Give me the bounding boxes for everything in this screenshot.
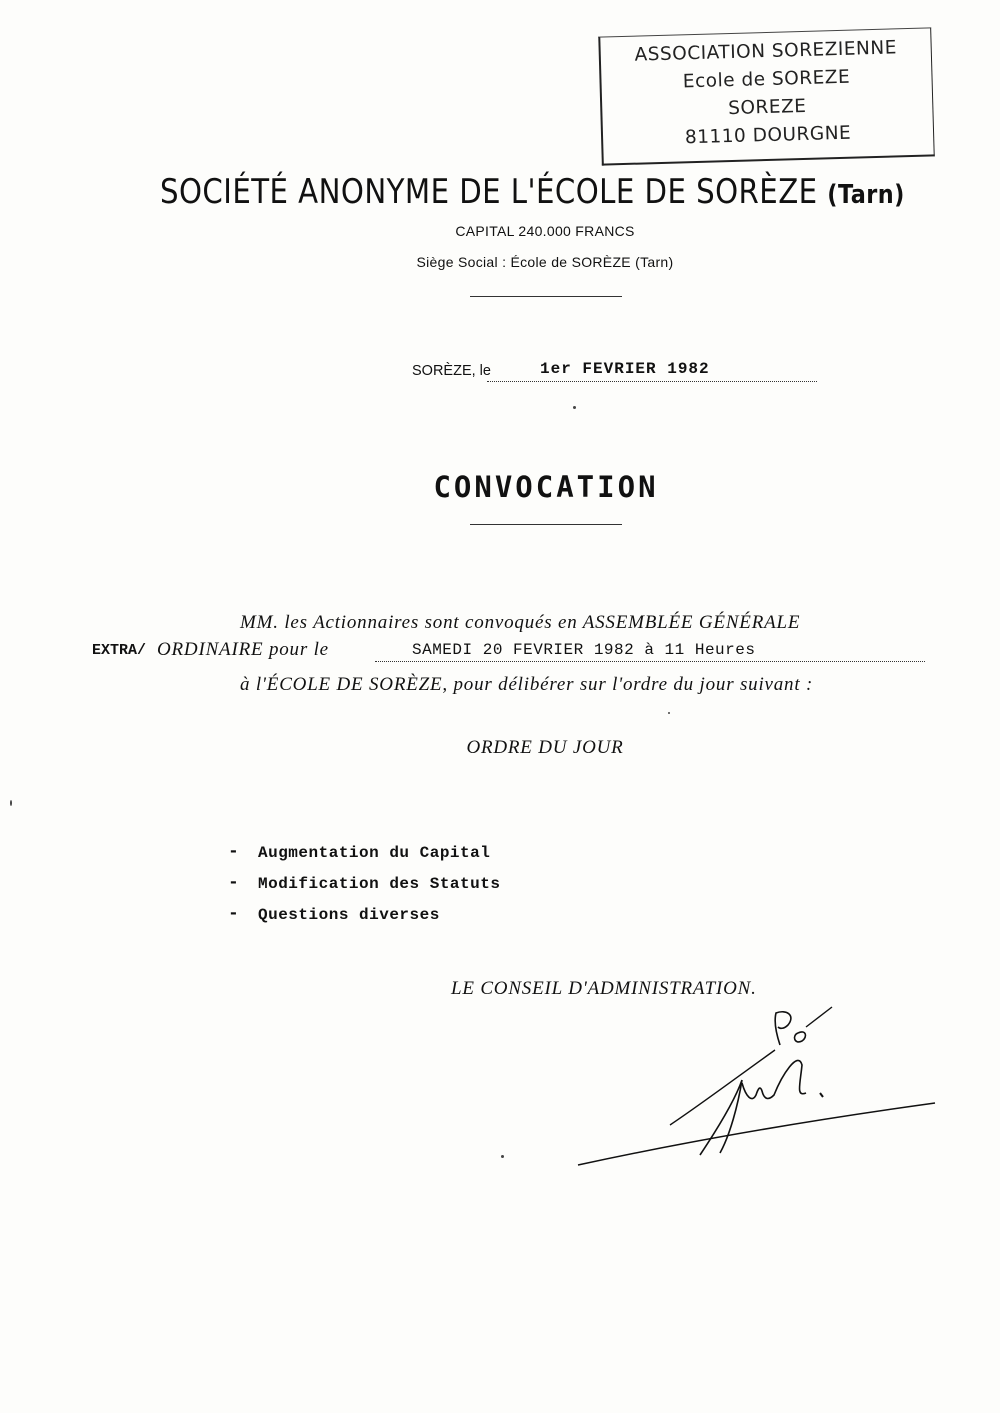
header-divider bbox=[470, 296, 622, 297]
meeting-date: SAMEDI 20 FEVRIER 1982 à 11 Heures bbox=[412, 641, 756, 659]
association-stamp bbox=[598, 27, 934, 165]
date-label: SORÈZE, le bbox=[412, 363, 491, 379]
scan-speck bbox=[573, 406, 576, 409]
extra-prefix: EXTRA/ bbox=[92, 642, 147, 659]
date-dotted-line bbox=[487, 381, 817, 382]
scan-speck bbox=[668, 712, 670, 714]
date-value: 1er FEVRIER 1982 bbox=[540, 360, 710, 378]
agenda-bullet-2: - bbox=[228, 873, 239, 893]
closing-signatory: LE CONSEIL D'ADMINISTRATION. bbox=[451, 978, 757, 999]
handwritten-signature bbox=[570, 1005, 950, 1175]
scan-speck bbox=[10, 800, 12, 806]
ordinaire-text: ORDINAIRE pour le bbox=[157, 639, 329, 660]
heading-divider bbox=[470, 524, 622, 525]
body-line-3: à l'ÉCOLE DE SORÈZE, pour délibérer sur l'ordre du jour suivant : bbox=[240, 674, 814, 695]
agenda-bullet-3: - bbox=[228, 904, 239, 924]
agenda-item-1: Augmentation du Capital bbox=[258, 844, 491, 862]
agenda-item-3: Questions diverses bbox=[258, 906, 440, 924]
agenda-item-2: Modification des Statuts bbox=[258, 875, 501, 893]
stamp-line-2: Ecole de SOREZE bbox=[682, 66, 851, 93]
company-title bbox=[160, 172, 905, 212]
stamp-line-1: ASSOCIATION SOREZIENNE bbox=[634, 37, 898, 66]
company-name: SOCIÉTÉ ANONYME DE L'ÉCOLE DE SORÈZE bbox=[160, 172, 818, 212]
agenda-title: ORDRE DU JOUR bbox=[466, 737, 624, 758]
scan-speck bbox=[501, 1155, 504, 1158]
company-region: (Tarn) bbox=[827, 180, 905, 210]
head-office-line: Siège Social : École de SORÈZE (Tarn) bbox=[416, 254, 674, 270]
stamp-line-3: SOREZE bbox=[727, 95, 807, 120]
meeting-dotted-line bbox=[375, 661, 925, 662]
body-line-1: MM. les Actionnaires sont convoqués en ASSEMBLÉE GÉNÉRALE bbox=[240, 612, 801, 633]
stamp-line-4: 81110 DOURGNE bbox=[684, 122, 852, 149]
capital-line: CAPITAL 240.000 FRANCS bbox=[455, 223, 635, 239]
agenda-bullet-1: - bbox=[228, 842, 239, 862]
convocation-heading: CONVOCATION bbox=[433, 470, 659, 504]
